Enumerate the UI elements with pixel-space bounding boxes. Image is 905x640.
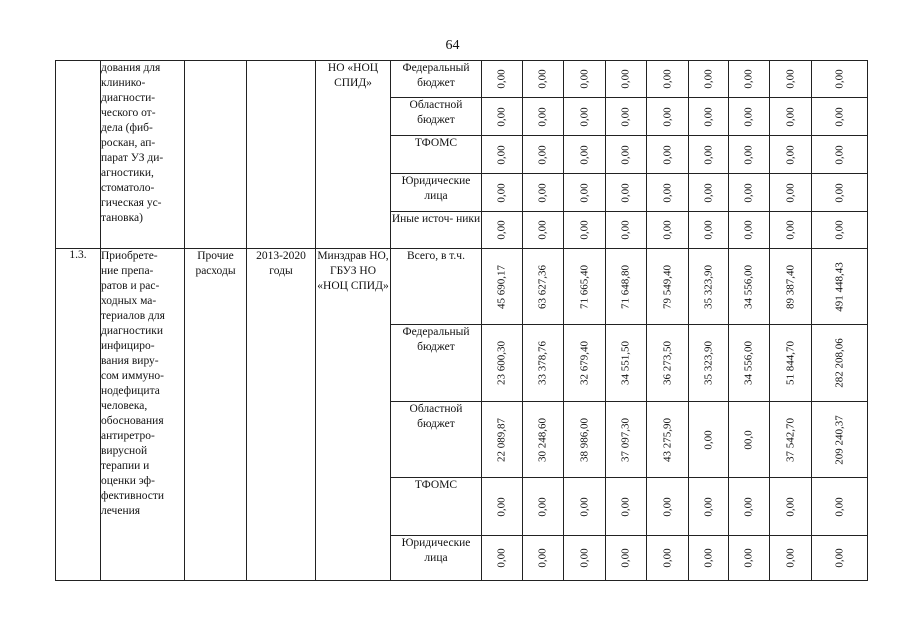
year-value-cell	[729, 136, 770, 174]
amount-value: 0,00	[784, 106, 796, 127]
year-value-cell	[770, 402, 812, 478]
year-value-cell	[523, 98, 564, 136]
year-value-cell	[770, 174, 812, 212]
expense-kind-cell	[185, 61, 247, 249]
year-value-cell	[564, 98, 606, 136]
year-value-cell	[564, 325, 606, 402]
amount-value: 0,00	[578, 182, 590, 203]
total-value-cell	[812, 98, 868, 136]
amount-value: 37 097,30	[619, 417, 632, 462]
amount-value: 0,00	[661, 496, 673, 517]
year-value-cell	[689, 249, 729, 325]
amount-value: 0,00	[661, 144, 673, 165]
year-value-cell	[647, 98, 689, 136]
year-value-cell	[729, 98, 770, 136]
amount-value: 0,00	[536, 69, 549, 89]
amount-value: 35 323,90	[702, 264, 714, 309]
year-value-cell	[770, 212, 812, 249]
amount-value: 491 448,43	[833, 261, 845, 312]
funding-source-cell: Юридические лица	[391, 174, 482, 212]
table-body	[56, 61, 868, 581]
amount-value: 00,0	[742, 429, 755, 450]
year-value-cell	[523, 478, 564, 536]
total-value-cell	[812, 61, 868, 98]
amount-value: 0,00	[495, 182, 508, 203]
description-line: ратов и рас-	[101, 280, 160, 292]
amount-value: 45 690,17	[495, 264, 508, 309]
funding-source-cell: ТФОМС	[391, 136, 482, 174]
year-value-cell	[770, 61, 812, 98]
funding-source-cell: Федеральный бюджет	[391, 61, 482, 98]
amount-value: 0,00	[578, 144, 590, 165]
year-value-cell	[482, 98, 523, 136]
year-value-cell	[689, 212, 729, 249]
year-value-cell	[689, 478, 729, 536]
period-cell	[247, 61, 316, 249]
funding-source-cell: ТФОМС	[391, 478, 482, 536]
description-line: диагностики	[101, 325, 164, 337]
amount-value: 0,00	[661, 182, 673, 203]
amount-value: 34 551,50	[619, 341, 632, 385]
amount-value: 209 240,37	[833, 414, 845, 465]
year-value-cell	[689, 61, 729, 98]
amount-value: 0,00	[495, 496, 508, 517]
amount-value: 0,00	[833, 182, 845, 203]
executor-cell: НО «НОЦ СПИД»	[316, 61, 391, 249]
amount-value: 0,00	[619, 496, 632, 517]
year-value-cell	[564, 174, 606, 212]
year-value-cell	[689, 98, 729, 136]
amount-value: 0,00	[784, 548, 796, 568]
amount-value: 0,00	[833, 220, 845, 240]
description-line: ходных ма-	[101, 295, 157, 307]
year-value-cell	[647, 212, 689, 249]
year-value-cell	[606, 212, 647, 249]
year-value-cell	[482, 174, 523, 212]
description-line: терапии и	[101, 460, 150, 472]
amount-value: 51 844,70	[784, 341, 796, 385]
amount-value: 0,00	[833, 144, 845, 165]
amount-value: 0,00	[578, 106, 590, 127]
year-value-cell	[564, 402, 606, 478]
amount-value: 0,00	[661, 106, 673, 127]
year-value-cell	[564, 212, 606, 249]
year-value-cell	[482, 212, 523, 249]
amount-value: 0,00	[702, 548, 714, 568]
funding-source-cell: Областной бюджет	[391, 402, 482, 478]
description-line: парат УЗ ди-	[101, 152, 164, 164]
year-value-cell	[770, 325, 812, 402]
year-value-cell	[729, 325, 770, 402]
year-value-cell	[523, 325, 564, 402]
amount-value: 0,00	[742, 106, 755, 127]
description-line: фективности	[101, 490, 165, 502]
amount-value: 0,00	[702, 144, 714, 165]
amount-value: 0,00	[619, 106, 632, 127]
amount-value: 0,00	[702, 220, 714, 240]
total-value-cell	[812, 174, 868, 212]
year-value-cell	[564, 249, 606, 325]
description-line: сом иммуно-	[101, 370, 164, 382]
amount-value: 22 089,87	[495, 417, 508, 462]
amount-value: 0,00	[702, 429, 714, 450]
amount-value: 0,00	[619, 144, 632, 165]
year-value-cell	[689, 325, 729, 402]
year-value-cell	[606, 249, 647, 325]
amount-value: 0,00	[702, 69, 714, 89]
funding-source-cell: Юридические лица	[391, 536, 482, 581]
amount-value: 0,00	[784, 220, 796, 240]
amount-value: 0,00	[742, 144, 755, 165]
description-line: вания виру-	[101, 355, 159, 367]
year-value-cell	[729, 249, 770, 325]
amount-value: 0,00	[619, 182, 632, 203]
amount-value: 0,00	[578, 69, 590, 89]
description-line: ческого от-	[101, 107, 156, 119]
year-value-cell	[564, 136, 606, 174]
amount-value: 0,00	[536, 182, 549, 203]
total-value-cell	[812, 536, 868, 581]
year-value-cell	[647, 174, 689, 212]
amount-value: 0,00	[619, 69, 632, 89]
amount-value: 0,00	[702, 496, 714, 517]
year-value-cell	[564, 61, 606, 98]
amount-value: 0,00	[495, 106, 508, 127]
year-value-cell	[770, 98, 812, 136]
description-line: нодефицита	[101, 385, 160, 397]
amount-value: 38 986,00	[578, 417, 590, 462]
description-line: диагности-	[101, 92, 156, 104]
amount-value: 0,00	[578, 548, 590, 568]
amount-value: 0,00	[833, 106, 845, 127]
year-value-cell	[606, 325, 647, 402]
total-value-cell	[812, 478, 868, 536]
amount-value: 23 600,30	[495, 341, 508, 385]
year-value-cell	[729, 536, 770, 581]
amount-value: 0,00	[536, 106, 549, 127]
year-value-cell	[482, 536, 523, 581]
amount-value: 0,00	[619, 220, 632, 240]
description-line: оценки эф-	[101, 475, 155, 487]
amount-value: 0,00	[536, 220, 549, 240]
description-line: дования для	[101, 62, 161, 74]
table-row	[56, 61, 868, 98]
amount-value: 43 275,90	[661, 417, 673, 462]
description-line: лечения	[101, 505, 141, 517]
year-value-cell	[689, 136, 729, 174]
executor-cell: Минздрав НО, ГБУЗ НО «НОЦ СПИД»	[316, 249, 391, 581]
year-value-cell	[482, 136, 523, 174]
year-value-cell	[729, 478, 770, 536]
year-value-cell	[647, 478, 689, 536]
year-value-cell	[729, 402, 770, 478]
amount-value: 0,00	[742, 182, 755, 203]
amount-value: 0,00	[833, 496, 845, 517]
page-number: 64	[445, 38, 460, 53]
funding-source-cell: Всего, в т.ч.	[391, 249, 482, 325]
expense-kind-cell: Прочие расходы	[185, 249, 247, 581]
year-value-cell	[606, 536, 647, 581]
year-value-cell	[606, 478, 647, 536]
year-value-cell	[606, 174, 647, 212]
amount-value: 0,00	[495, 220, 508, 240]
description-line: дела (фиб-	[101, 122, 153, 134]
description-line: Приобрете-	[101, 250, 158, 262]
year-value-cell	[606, 98, 647, 136]
amount-value: 0,00	[784, 182, 796, 203]
year-value-cell	[647, 402, 689, 478]
description-line: териалов для	[101, 310, 165, 322]
amount-value: 34 556,00	[742, 264, 755, 309]
year-value-cell	[689, 402, 729, 478]
year-value-cell	[482, 325, 523, 402]
amount-value: 0,00	[578, 496, 590, 517]
description-line: человека,	[101, 400, 148, 412]
description-line: агностики,	[101, 167, 154, 179]
description-cell	[101, 249, 185, 581]
amount-value: 0,00	[495, 548, 508, 568]
year-value-cell	[729, 212, 770, 249]
item-number-cell	[56, 61, 101, 249]
year-value-cell	[482, 249, 523, 325]
amount-value: 0,00	[742, 548, 755, 568]
amount-value: 30 248,60	[536, 417, 549, 462]
year-value-cell	[523, 402, 564, 478]
year-value-cell	[523, 212, 564, 249]
amount-value: 32 679,40	[578, 341, 590, 385]
year-value-cell	[770, 249, 812, 325]
amount-value: 63 627,36	[536, 264, 549, 309]
amount-value: 89 387,40	[784, 264, 796, 309]
description-line: вирусной	[101, 445, 148, 457]
description-line: клинико-	[101, 77, 146, 89]
total-value-cell	[812, 212, 868, 249]
amount-value: 0,00	[495, 144, 508, 165]
year-value-cell	[482, 478, 523, 536]
year-value-cell	[482, 61, 523, 98]
period-cell: 2013-2020 годы	[247, 249, 316, 581]
description-line: роскан, ап-	[101, 137, 156, 149]
amount-value: 71 648,80	[619, 264, 632, 309]
year-value-cell	[523, 61, 564, 98]
description-line: антиретро-	[101, 430, 155, 442]
year-value-cell	[564, 478, 606, 536]
year-value-cell	[729, 61, 770, 98]
item-number-cell: 1.3.	[56, 249, 101, 581]
amount-value: 0,00	[702, 106, 714, 127]
amount-value: 0,00	[833, 548, 845, 568]
total-value-cell	[812, 136, 868, 174]
description-line: стоматоло-	[101, 182, 155, 194]
description-cell	[101, 61, 185, 249]
year-value-cell	[523, 249, 564, 325]
amount-value: 0,00	[784, 496, 796, 517]
amount-value: 0,00	[742, 69, 755, 89]
amount-value: 0,00	[578, 220, 590, 240]
year-value-cell	[647, 136, 689, 174]
total-value-cell	[812, 325, 868, 402]
amount-value: 0,00	[495, 69, 508, 89]
amount-value: 0,00	[661, 69, 673, 89]
funding-source-cell: Федеральный бюджет	[391, 325, 482, 402]
year-value-cell	[606, 136, 647, 174]
amount-value: 0,00	[536, 548, 549, 568]
year-value-cell	[647, 325, 689, 402]
amount-value: 0,00	[742, 220, 755, 240]
year-value-cell	[523, 536, 564, 581]
amount-value: 35 323,90	[702, 341, 714, 385]
funding-source-cell: Иные источ- ники	[391, 212, 482, 249]
year-value-cell	[689, 536, 729, 581]
description-line: тановка)	[101, 212, 143, 224]
description-line: гическая ус-	[101, 197, 162, 209]
amount-value: 0,00	[784, 144, 796, 165]
year-value-cell	[523, 136, 564, 174]
year-value-cell	[689, 174, 729, 212]
amount-value: 0,00	[702, 182, 714, 203]
budget-table	[55, 60, 868, 581]
amount-value: 282 208,06	[833, 338, 845, 388]
amount-value: 0,00	[619, 548, 632, 568]
amount-value: 36 273,50	[661, 341, 673, 385]
description-line: ние препа-	[101, 265, 154, 277]
amount-value: 79 549,40	[661, 264, 673, 309]
amount-value: 0,00	[742, 496, 755, 517]
year-value-cell	[482, 402, 523, 478]
year-value-cell	[647, 536, 689, 581]
year-value-cell	[647, 249, 689, 325]
amount-value: 0,00	[833, 69, 845, 89]
year-value-cell	[606, 402, 647, 478]
amount-value: 0,00	[661, 548, 673, 568]
amount-value: 0,00	[536, 144, 549, 165]
amount-value: 0,00	[536, 496, 549, 517]
funding-source-cell: Областной бюджет	[391, 98, 482, 136]
year-value-cell	[770, 536, 812, 581]
year-value-cell	[770, 478, 812, 536]
amount-value: 33 378,76	[536, 341, 549, 385]
description-line: инфициро-	[101, 340, 155, 352]
year-value-cell	[564, 536, 606, 581]
amount-value: 0,00	[661, 220, 673, 240]
year-value-cell	[729, 174, 770, 212]
amount-value: 34 556,00	[742, 341, 755, 385]
year-value-cell	[770, 136, 812, 174]
amount-value: 0,00	[784, 69, 796, 89]
year-value-cell	[647, 61, 689, 98]
total-value-cell	[812, 249, 868, 325]
description-line: обоснования	[101, 415, 164, 427]
amount-value: 37 542,70	[784, 417, 796, 462]
year-value-cell	[523, 174, 564, 212]
amount-value: 71 665,40	[578, 264, 590, 309]
total-value-cell	[812, 402, 868, 478]
year-value-cell	[606, 61, 647, 98]
table-row	[56, 249, 868, 325]
